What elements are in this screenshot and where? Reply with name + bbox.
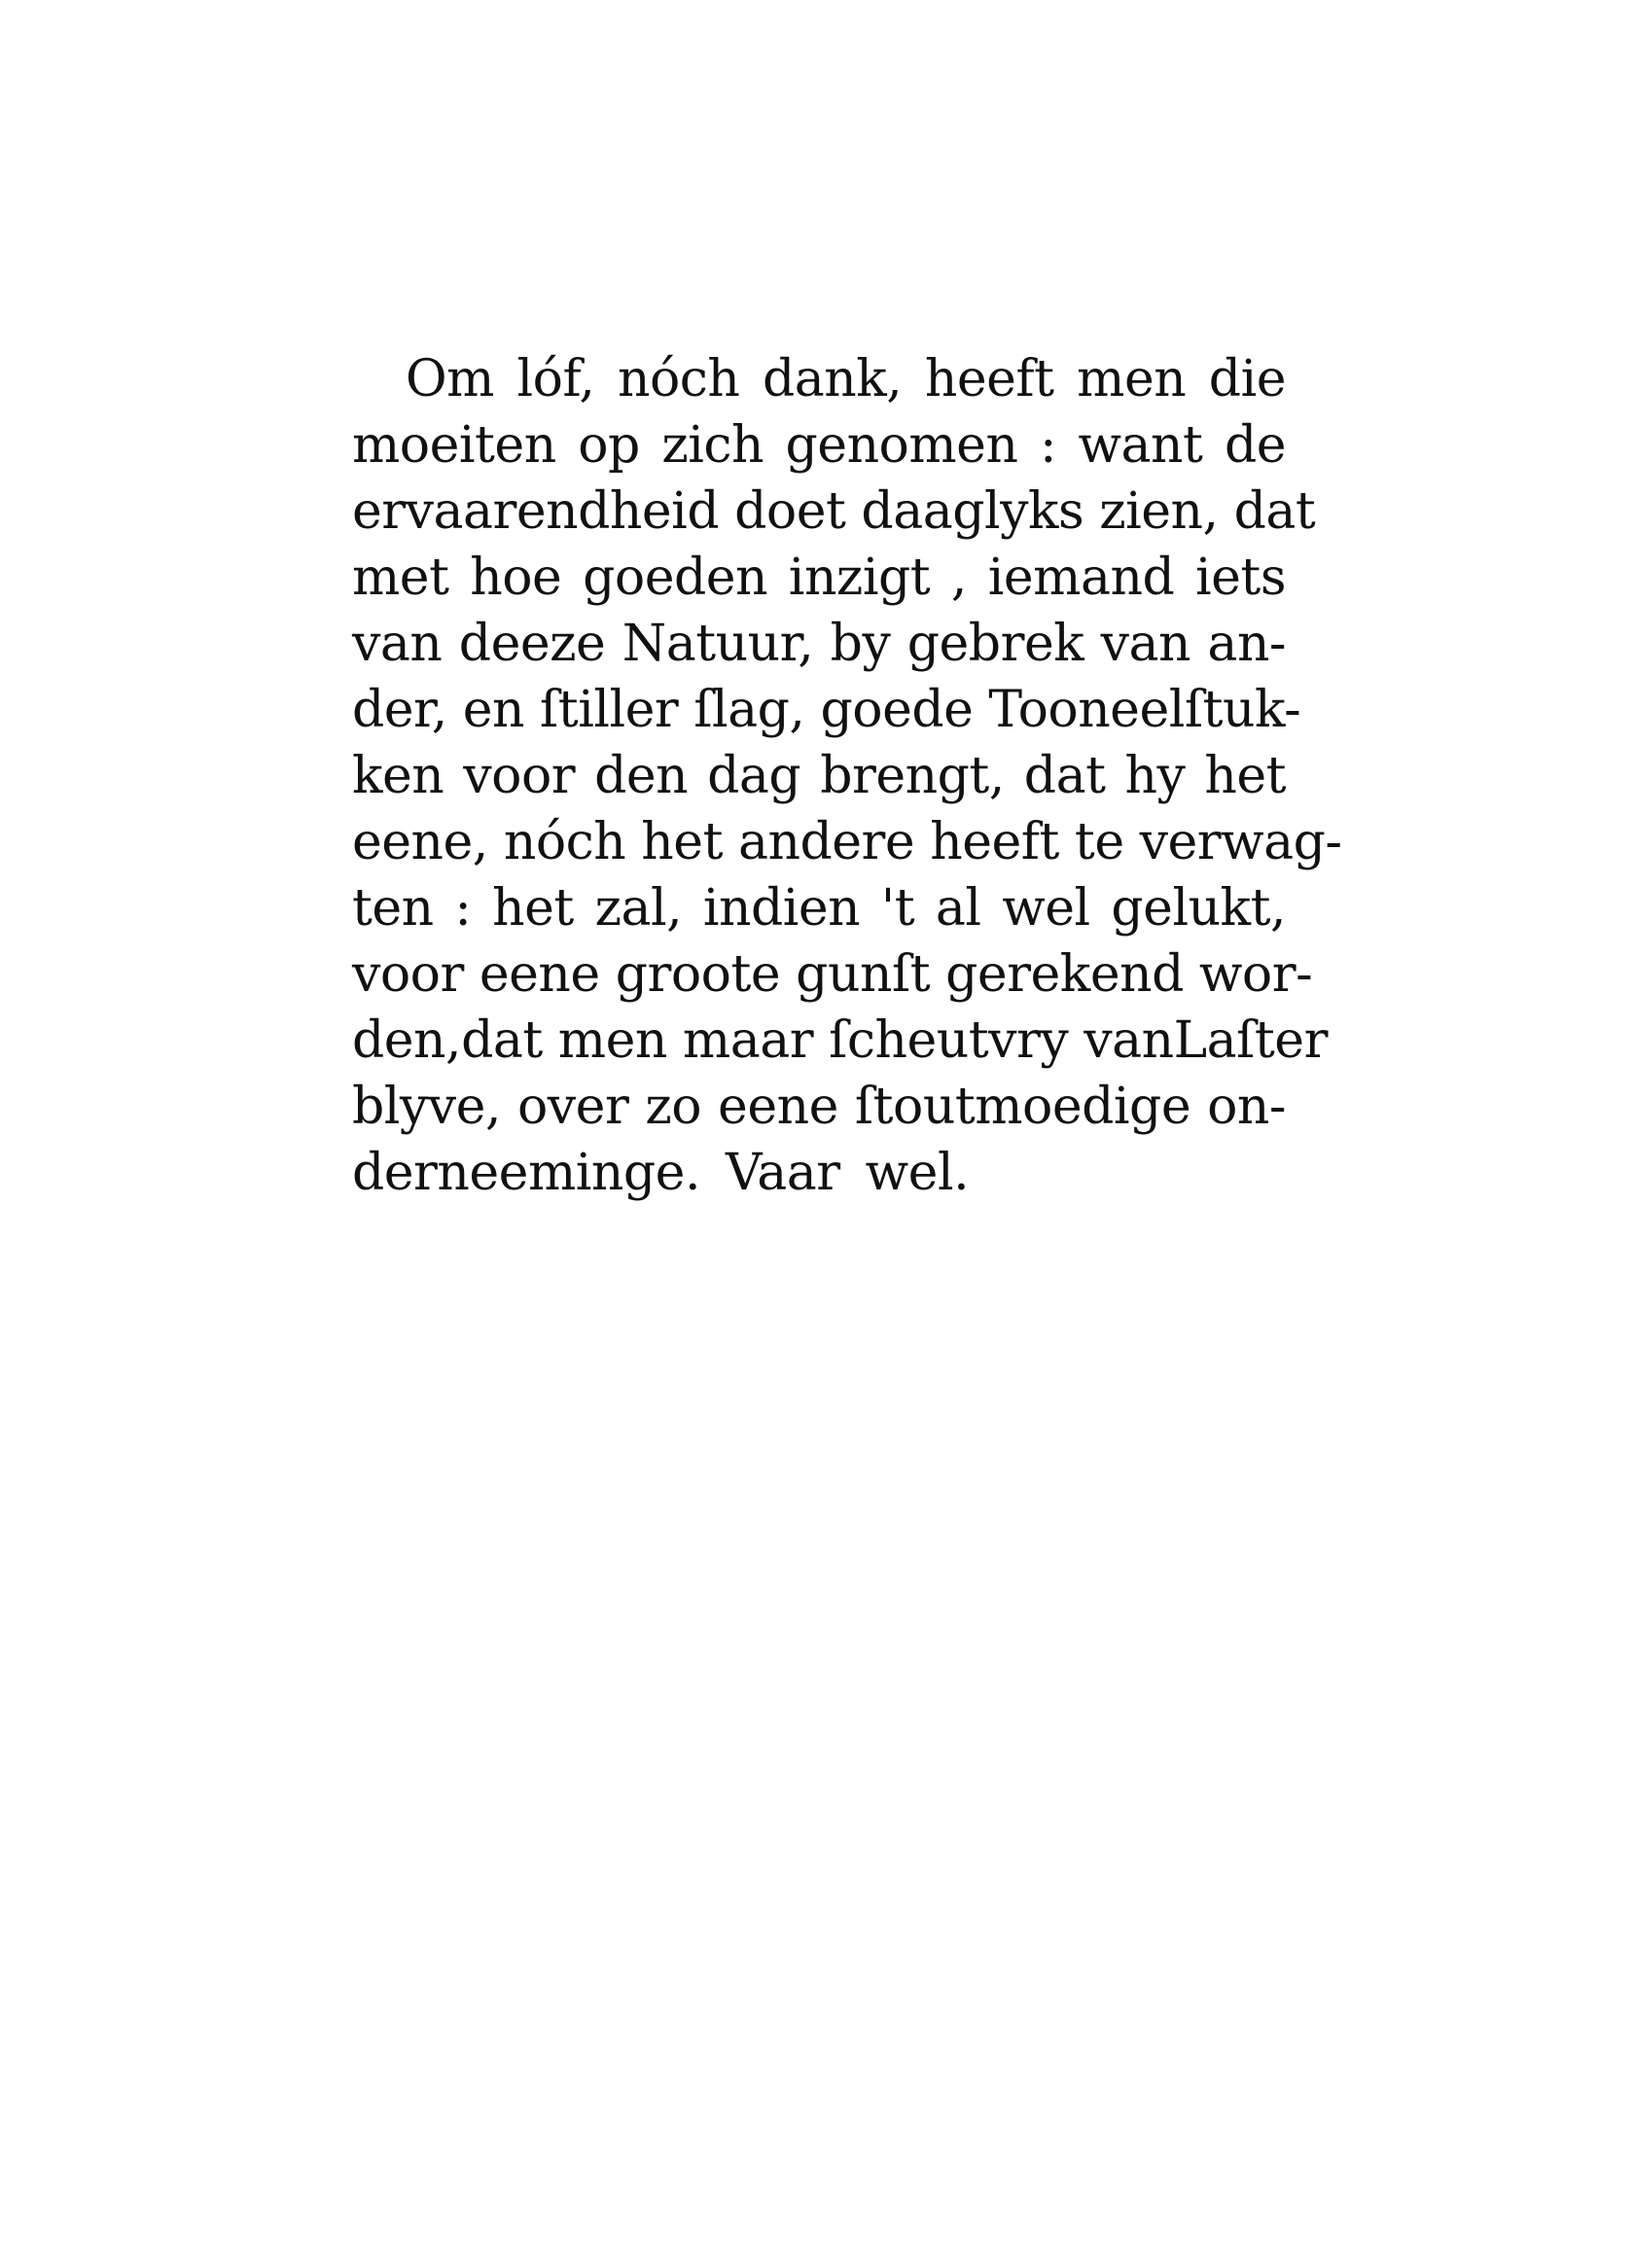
body-paragraph [352, 346, 1342, 1206]
text-line-last: derneeminge. Vaar wel. [352, 1144, 970, 1202]
text-line: voor eene groote gunſt gerekend wor- [352, 945, 1313, 1004]
text-line: Om lóf, nóch dank, heeft men die [406, 350, 1286, 408]
text-line: moeiten op zich genomen : want de [352, 416, 1286, 475]
text-line: eene, nóch het andere heeft te verwag- [352, 813, 1342, 871]
text-line: van deeze Natuur, by gebrek van an- [352, 615, 1286, 673]
text-line: met hoe goeden inzigt , iemand iets [352, 549, 1286, 607]
text-line: ken voor den dag brengt, dat hy het [352, 747, 1286, 805]
text-line: ten : het zal, indien 't al wel gelukt, [352, 879, 1286, 938]
text-line: ervaarendheid doet daaglyks zien, dat [352, 482, 1316, 541]
text-line: der, en ſtiller ſlag, goede Tooneelſtuk- [352, 681, 1301, 739]
text-line: blyve, over zo eene ſtoutmoedige on- [352, 1078, 1286, 1136]
text-line: den,dat men maar ſcheutvry vanLaſter [352, 1011, 1328, 1070]
